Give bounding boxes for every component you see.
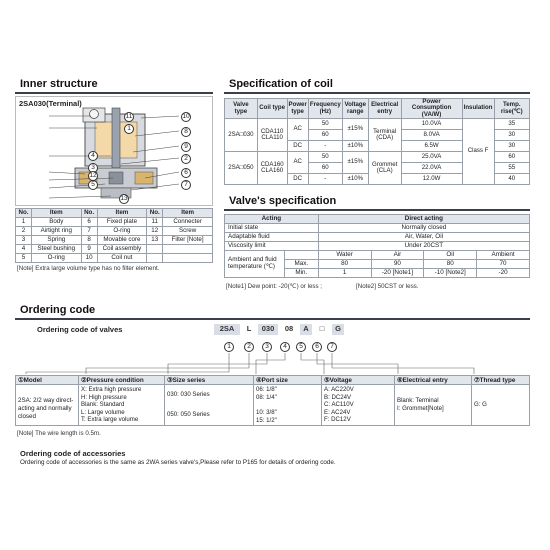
power-ac: AC xyxy=(287,152,308,174)
col-head-size: ③Size series xyxy=(167,377,206,384)
cell: Max. xyxy=(284,260,318,269)
size-option: 050: 050 Series xyxy=(167,411,210,418)
armature-tube xyxy=(112,108,120,178)
option: Blank: Standard xyxy=(81,401,125,409)
cell xyxy=(284,251,318,260)
cell: 9 xyxy=(81,245,97,254)
cell: Body xyxy=(31,218,81,227)
cell: 25.0VA xyxy=(401,152,462,163)
port-options-a xyxy=(256,386,277,401)
position-circle: 1 xyxy=(224,342,234,352)
code-size: 030 xyxy=(258,324,278,335)
cell: 4 xyxy=(16,245,32,254)
callout-7: 7 xyxy=(181,180,191,190)
entry-grommet: Grommet (CLA) xyxy=(368,152,401,185)
col-head: Voltage range xyxy=(342,99,368,119)
callout-9: 9 xyxy=(181,142,191,152)
cell: 40 xyxy=(494,174,529,185)
col-divider xyxy=(394,375,395,426)
title-underline xyxy=(15,92,213,94)
col-head: Item xyxy=(31,209,81,218)
valve-type-030: 2SA□030 xyxy=(225,119,258,152)
coil-spec-title: Specification of coil xyxy=(229,78,333,90)
cell: Spring xyxy=(31,236,81,245)
cell: Connecter xyxy=(163,218,213,227)
cell: 12.0W xyxy=(401,174,462,185)
cell: -20 xyxy=(477,269,530,278)
cell: 80 xyxy=(318,260,371,269)
port-options-b xyxy=(256,409,277,424)
cell: Ambient xyxy=(477,251,530,260)
callout-3: 3 xyxy=(88,163,98,173)
option: 10: 3/8" xyxy=(256,409,277,416)
cell: 90 xyxy=(371,260,424,269)
valve-note-1: [Note1] Dew point: -20(℃) or less ; xyxy=(226,283,323,290)
cell: Air xyxy=(371,251,424,260)
title-underline xyxy=(224,92,530,94)
cell: 60 xyxy=(308,163,342,174)
position-circle: 7 xyxy=(327,342,337,352)
col-head-entry: ⑥Electrical entry xyxy=(397,377,448,384)
head-direct: Direct acting xyxy=(318,215,529,224)
cell: 5 xyxy=(16,254,32,263)
model-desc: 2SA: 2/2 way direct-acting and normally closed xyxy=(18,397,74,420)
insulation: Class F xyxy=(462,119,494,185)
row-label: Initial state xyxy=(225,224,319,233)
cell: Coil assembly xyxy=(97,245,147,254)
cell: Min. xyxy=(284,269,318,278)
cell: 60 xyxy=(494,152,529,163)
col-head: Item xyxy=(163,209,213,218)
cell: 12 xyxy=(147,227,163,236)
cell xyxy=(147,254,163,263)
accessories-title: Ordering code of accessories xyxy=(20,449,126,458)
cell: Steel bushing xyxy=(31,245,81,254)
col-head: Electrical entry xyxy=(368,99,401,119)
parts-table xyxy=(15,208,213,263)
col-head: Coil type xyxy=(257,99,287,119)
option: T: Extra large volume xyxy=(81,416,139,424)
cell: Air, Water, Oil xyxy=(318,233,529,242)
ordering-subtitle: Ordering code of valves xyxy=(37,325,123,334)
cell: -10 [Note2] xyxy=(424,269,477,278)
table-row xyxy=(16,218,213,227)
option: 15: 1/2" xyxy=(256,416,277,424)
cell: Screw xyxy=(163,227,213,236)
valve-type-050: 2SA□050 xyxy=(225,152,258,185)
pressure-options xyxy=(81,386,141,424)
cell: Fixed plate xyxy=(97,218,147,227)
col-divider xyxy=(321,375,322,426)
entry-terminal: Terminal (CDA) xyxy=(368,119,401,152)
col-head-model: ①Model xyxy=(18,377,42,384)
cell: 11 xyxy=(147,218,163,227)
col-head-thread: ⑦Thread type xyxy=(474,377,516,384)
cell: -20 [Note1] xyxy=(371,269,424,278)
cell: Coil nut xyxy=(97,254,147,263)
size-option: 030: 030 Series xyxy=(167,391,210,398)
col-head: Insulation xyxy=(462,99,494,119)
voltage-dc: ±10% xyxy=(342,174,368,185)
cell: 6.5W xyxy=(401,141,462,152)
option: E: AC24V xyxy=(324,408,351,416)
option: 08: 1/4" xyxy=(256,393,277,401)
coil-winding-left xyxy=(95,122,113,158)
cell: 55 xyxy=(494,163,529,174)
entry-options xyxy=(397,397,444,412)
cell: 7 xyxy=(81,227,97,236)
callout-4: 4 xyxy=(88,151,98,161)
cell: 8.0VA xyxy=(401,130,462,141)
cell: 80 xyxy=(424,260,477,269)
coil-table xyxy=(224,98,530,185)
cell: 10.0VA xyxy=(401,119,462,130)
cell: 6 xyxy=(81,218,97,227)
col-head: No. xyxy=(81,209,97,218)
cell: O-ring xyxy=(97,227,147,236)
option: 06: 1/8" xyxy=(256,386,277,393)
position-circle: 6 xyxy=(312,342,322,352)
cell xyxy=(163,254,213,263)
valve-note-2: [Note2] 50CST or less. xyxy=(356,283,419,290)
col-divider xyxy=(471,375,472,426)
col-head-port: ④Port size xyxy=(256,377,288,384)
callout-5: 5 xyxy=(88,180,98,190)
cell: Oil xyxy=(424,251,477,260)
inner-structure-title: Inner structure xyxy=(20,78,98,90)
power-ac: AC xyxy=(287,119,308,141)
col-head: Item xyxy=(97,209,147,218)
callout-10: 10 xyxy=(182,113,190,120)
model-label: 2SA030(Terminal) xyxy=(19,99,82,108)
cell: 1 xyxy=(318,269,371,278)
callout-1: 1 xyxy=(124,124,134,134)
row-label: Viscosity limit xyxy=(225,242,319,251)
accessories-text: Ordering code of accessories is the same as 2WA series valve's,Please refer to P165 for details of ordering code. xyxy=(20,459,336,466)
cell: 30 xyxy=(494,141,529,152)
title-underline xyxy=(224,209,530,211)
cell xyxy=(163,245,213,254)
power-dc: DC xyxy=(287,141,308,152)
inner-note: [Note] Extra large volume type has no filter element. xyxy=(17,265,160,272)
voltage-options xyxy=(324,386,354,424)
col-head: No. xyxy=(147,209,163,218)
cell: 60 xyxy=(308,130,342,141)
col-divider xyxy=(78,375,79,426)
cell: Water xyxy=(318,251,371,260)
coil-type-110: CDA110 CLA110 xyxy=(257,119,287,152)
cell: Normally closed xyxy=(318,224,529,233)
table-row xyxy=(16,236,213,245)
table-row xyxy=(16,245,213,254)
cell: O-ring xyxy=(31,254,81,263)
coil-type-160: CDA160 CLA160 xyxy=(257,152,287,185)
cell: 10 xyxy=(81,254,97,263)
col-head-voltage: ⑤Voltage xyxy=(324,377,352,384)
cell: 13 xyxy=(147,236,163,245)
cell: Airtight ring xyxy=(31,227,81,236)
col-head: No. xyxy=(16,209,32,218)
col-head: Temp. rise(℃) xyxy=(494,99,529,119)
option: H: High pressure xyxy=(81,393,127,401)
option: I: Grommet[Note] xyxy=(397,404,444,412)
ordering-note: [Note] The wire length is 0.5m. xyxy=(17,430,101,437)
position-circle: 4 xyxy=(280,342,290,352)
power-dc: DC xyxy=(287,174,308,185)
code-pressure: L xyxy=(246,324,252,333)
code-voltage: A xyxy=(300,324,312,335)
option: L: Large volume xyxy=(81,408,125,416)
head-acting: Acting xyxy=(225,215,319,224)
cell: - xyxy=(308,141,342,152)
cell: 2 xyxy=(16,227,32,236)
option: B: DC24V xyxy=(324,393,352,401)
title-underline xyxy=(15,318,530,320)
option: C: AC110V xyxy=(324,401,354,409)
cell: 22.0VA xyxy=(401,163,462,174)
col-head: Power Consumption (VA/W) xyxy=(401,99,462,119)
cell: Under 20CST xyxy=(318,242,529,251)
valve-table xyxy=(224,214,530,278)
thread-option: G: G xyxy=(474,401,487,408)
col-head: Valve type xyxy=(225,99,258,119)
cell: 1 xyxy=(16,218,32,227)
cell xyxy=(147,245,163,254)
col-head-pressure: ②Pressure condition xyxy=(81,377,144,384)
col-head: Frequency (Hz) xyxy=(308,99,342,119)
cell: 35 xyxy=(494,119,529,130)
position-circle: 2 xyxy=(244,342,254,352)
cell: 50 xyxy=(308,152,342,163)
callout-8: 8 xyxy=(181,127,191,137)
voltage-ac: ±15% xyxy=(342,119,368,141)
cell: 70 xyxy=(477,260,530,269)
cell: 50 xyxy=(308,119,342,130)
code-entry: □ xyxy=(319,324,325,333)
callout-2: 2 xyxy=(181,154,191,164)
table-row xyxy=(16,227,213,236)
valve-spec-title: Valve's specification xyxy=(229,195,337,207)
col-head: Power type xyxy=(287,99,308,119)
cell: 30 xyxy=(494,130,529,141)
col-divider xyxy=(253,375,254,426)
cell: - xyxy=(308,174,342,185)
row-label: Ambient and fluid temperature (℃) xyxy=(225,251,285,278)
cell: Movable core xyxy=(97,236,147,245)
port-right xyxy=(135,172,153,184)
position-circle: 5 xyxy=(296,342,306,352)
code-series: 2SA xyxy=(214,324,240,335)
cell: 8 xyxy=(81,236,97,245)
code-port: 08 xyxy=(284,324,294,333)
option: A: AC220V xyxy=(324,386,354,393)
option: X: Extra high pressure xyxy=(81,386,142,393)
callout-6: 6 xyxy=(181,168,191,178)
col-divider xyxy=(164,375,165,426)
position-circle: 3 xyxy=(262,342,272,352)
row-label: Adaptable fluid xyxy=(225,233,319,242)
ordering-leader-lines xyxy=(0,350,550,376)
callout-12: 12 xyxy=(89,172,97,179)
connector-cap xyxy=(90,110,99,119)
callout-13: 13 xyxy=(120,195,128,202)
ordering-title: Ordering code xyxy=(20,304,96,316)
code-thread: G xyxy=(332,324,344,335)
voltage-dc: ±10% xyxy=(342,141,368,152)
voltage-ac: ±15% xyxy=(342,152,368,174)
cell: 3 xyxy=(16,236,32,245)
table-row xyxy=(16,254,213,263)
cell: Filter [Note] xyxy=(163,236,213,245)
option: F: DC12V xyxy=(324,416,351,424)
callout-11: 11 xyxy=(125,113,133,120)
option: Blank: Terminal xyxy=(397,397,439,404)
